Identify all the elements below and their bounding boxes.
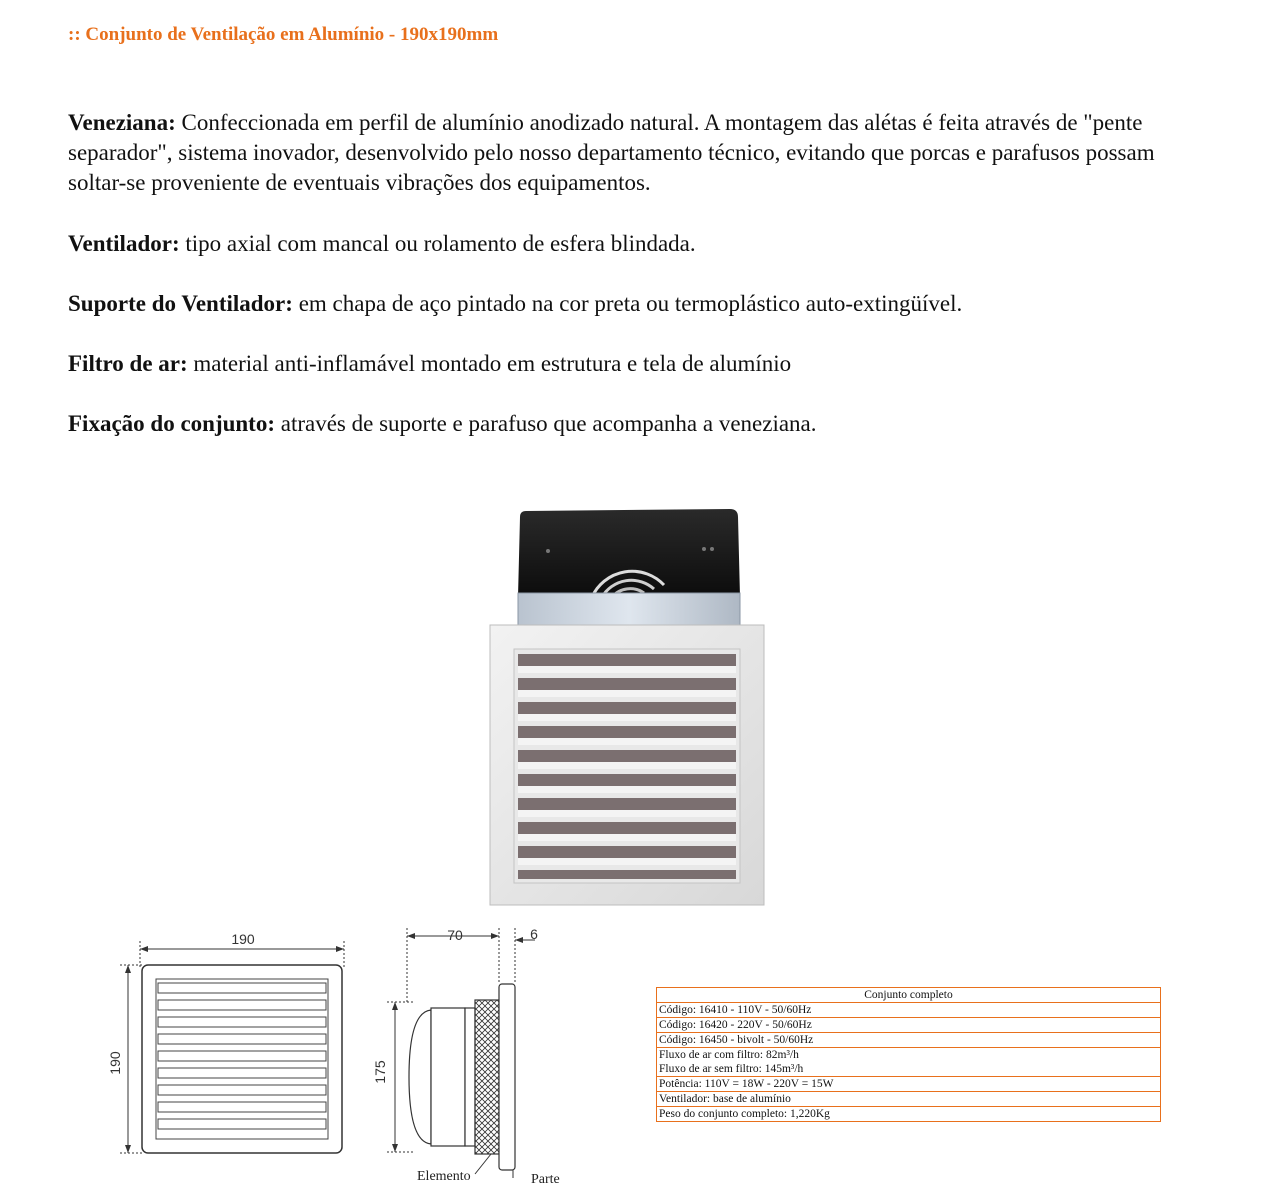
table-row — [657, 1048, 1161, 1063]
drawing-front-view — [100, 925, 350, 1163]
dim-side-flange: 6 — [530, 926, 538, 942]
dim-side-depth: 70 — [447, 927, 463, 943]
table-cell: Código: 16420 - 220V - 50/60Hz — [657, 1018, 1161, 1033]
paragraph-text: através de suporte e parafuso que acompanha a veneziana. — [275, 411, 817, 436]
table-header-row — [657, 988, 1161, 1003]
table-row — [657, 1092, 1161, 1107]
paragraph-label: Veneziana: — [68, 110, 176, 135]
table-cell: Código: 16410 - 110V - 50/60Hz — [657, 1003, 1161, 1018]
paragraph-text: em chapa de aço pintado na cor preta ou termoplástico auto-extingüível. — [292, 291, 963, 316]
table-cell: Fluxo de ar sem filtro: 145m³/h — [657, 1062, 1161, 1077]
spec-table — [656, 987, 1161, 1122]
paragraph-text: tipo axial com mancal ou rolamento de esfera blindada. — [179, 231, 696, 256]
paragraph-fixacao — [68, 409, 1178, 439]
drawing-side-view — [365, 922, 575, 1185]
paragraph-text: Confeccionada em perfil de alumínio anodizado natural. A montagem das alétas é feita através de "pente separador", sistema inovador, desenvolvido pelo nosso departamento técnico, evitando que porcas e parafusos possam soltar-se proveniente de eventuais vibrações dos equipamentos. — [68, 110, 1155, 195]
dim-side-height: 175 — [372, 1060, 388, 1084]
paragraph-label: Ventilador: — [68, 231, 180, 256]
page-title: :: Conjunto de Ventilação em Alumínio - 190x190mm — [68, 24, 499, 45]
table-cell: Peso do conjunto completo: 1,220Kg — [657, 1107, 1161, 1122]
table-row — [657, 1018, 1161, 1033]
paragraph-suporte — [68, 289, 1178, 319]
table-row — [657, 1003, 1161, 1018]
paragraph-label: Fixação do conjunto: — [68, 411, 275, 436]
table-row — [657, 1107, 1161, 1122]
product-photo — [486, 505, 768, 910]
table-header: Conjunto completo — [657, 988, 1161, 1003]
paragraph-label: Suporte do Ventilador: — [68, 291, 293, 316]
paragraph-text: material anti-inflamável montado em estrutura e tela de alumínio — [187, 351, 792, 376]
label-element: Elemento — [417, 1169, 471, 1184]
table-cell: Ventilador: base de alumínio — [657, 1092, 1161, 1107]
paragraph-ventilador — [68, 229, 1178, 259]
table-cell: Código: 16450 - bivolt - 50/60Hz — [657, 1033, 1161, 1048]
label-part: Parte — [531, 1172, 560, 1185]
dim-front-width: 190 — [231, 931, 255, 947]
table-cell: Fluxo de ar com filtro: 82m³/h — [657, 1048, 1161, 1063]
paragraph-label: Filtro de ar: — [68, 351, 188, 376]
table-row — [657, 1033, 1161, 1048]
dim-front-height: 190 — [107, 1051, 123, 1075]
table-row — [657, 1062, 1161, 1077]
paragraph-filtro — [68, 349, 1178, 379]
table-cell: Potência: 110V = 18W - 220V = 15W — [657, 1077, 1161, 1092]
table-row — [657, 1077, 1161, 1092]
paragraph-veneziana — [68, 108, 1178, 198]
